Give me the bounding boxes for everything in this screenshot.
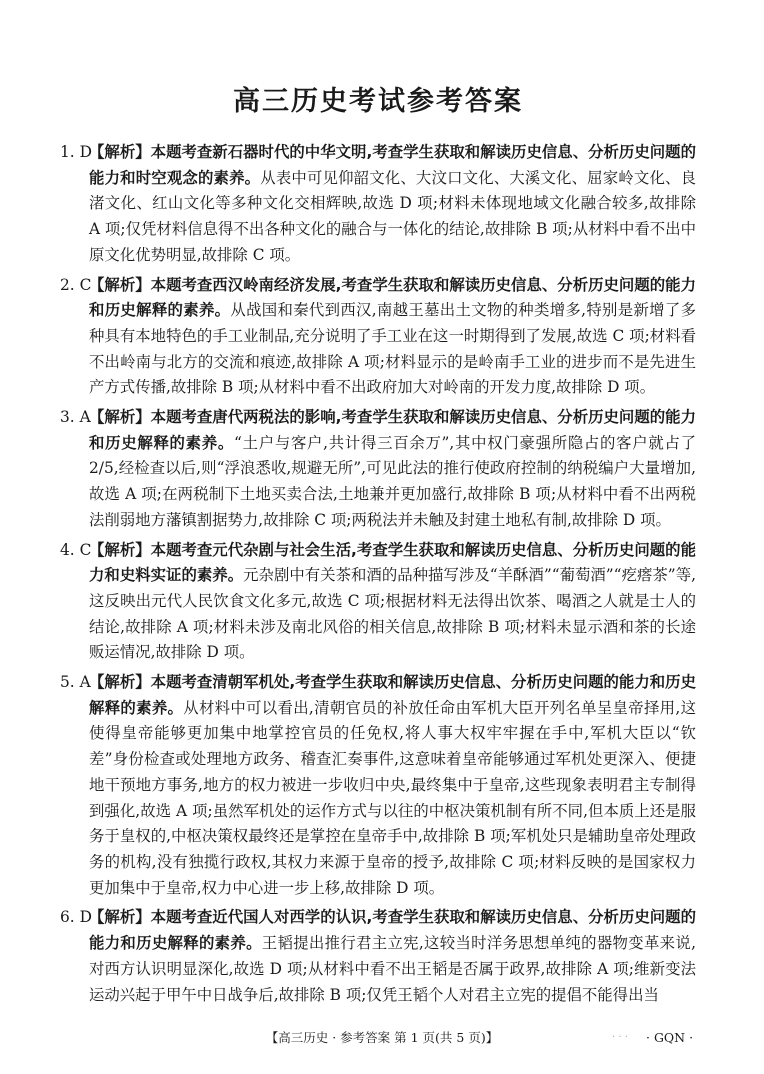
answer-number: 5. A — [60, 673, 91, 692]
analysis-intro: 本题考查近代国人对西学的认识,考查学生获取和解读历史信息、分析历史问题的能力和历史解释的素养。 — [89, 908, 696, 953]
analysis-tag: 【解析】 — [89, 540, 151, 559]
answer-item-2 — [60, 273, 696, 402]
answer-number: 6. D — [60, 908, 92, 927]
analysis-tag: 【解析】 — [89, 908, 151, 927]
answer-item-5 — [60, 670, 696, 901]
analysis-tag: 【解析】 — [89, 143, 151, 161]
analysis-tag: 【解析】 — [89, 275, 151, 294]
analysis-tag: 【解析】 — [89, 673, 151, 692]
footer-code: · GQN · — [646, 1030, 694, 1045]
analysis-intro: 本题考查唐代两税法的影响,考查学生获取和解读历史信息、分析历史问题的能力和历史解释的素养。 — [89, 408, 696, 452]
answer-item-6 — [60, 905, 696, 1008]
analysis-body: 王韬提出推行君主立宪,这较当时洋务思想单纯的器物变革来说,对西方认识明显深化,故选 D 项;从材料中看不出王韬是否属于政界,故排除 A 项;维新变法运动兴起于甲午中日战争后,故排除 B 项;仅凭王韬个人对君主立宪的提倡不能得出当 — [89, 934, 696, 1004]
analysis-body: 从材料中可以看出,清朝官员的补放任命由军机大臣开列名单呈皇帝择用,这使得皇帝能够更加集中地掌控官员的任免权,将人事大权牢牢握在手中,军机大臣以“钦差”身份检查或处理地方政务、稽查汇奏事件,这意味着皇帝能够通过军机处更深入、便捷地干预地方事务,地方的权力被进一步收归中央,最终集中于皇帝,这些现象表明君主专制得到强化,故选 A 项;虽然军机处的运作方式与以往的中枢决策机制有所不同,但本质上还是服务于皇权的,中枢决策权最终还是掌控在皇帝手中,故排除 B 项;军机处只是辅助皇帝处理政务的机构,没有独揽行政权,其权力来源于皇帝的授予,故排除 C 项;材料反映的是国家权力更加集中于皇帝,权力中心进一步上移,故排除 D 项。 — [89, 698, 696, 897]
footer-mark: · · · — [612, 1032, 628, 1043]
answer-number: 1. D — [60, 143, 92, 161]
analysis-body: 元杂剧中有关茶和酒的品种描写涉及“羊酥酒”“葡萄酒”“疙瘩茶”等,这反映出元代人民饮食文化多元,故选 C 项;根据材料无法得出饮茶、喝酒之人就是士人的结论,故排除 A 项;材料未涉及南北风俗的相关信息,故排除 B 项;材料未显示酒和茶的长途贩运情况,故排除 D 项。 — [89, 566, 696, 662]
answer-item-1 — [60, 140, 696, 269]
analysis-body: 从表中可见仰韶文化、大汶口文化、大溪文化、屈家岭文化、良渚文化、红山文化等多种文化交相辉映,故选 D 项;材料未体现地域文化融合较多,故排除 A 项;仅凭材料信息得不出各种文化的融合与一体化的结论,故排除 B 项;从材料中看不出中原文化优势明显,故排除 C 项。 — [89, 168, 696, 264]
analysis-tag: 【解析】 — [89, 408, 151, 427]
page-title: 高三历史考试参考答案 — [233, 86, 523, 117]
answer-number: 2. C — [60, 275, 92, 294]
analysis-body: 从战国和秦代到西汉,南越王墓出土文物的种类增多,特别是新增了多种具有本地特色的手工业制品,充分说明了手工业在这一时期得到了发展,故选 C 项;材料看不出岭南与北方的交流和痕迹,故排除 A 项;材料显示的是岭南手工业的进步而不是先进生产方式传播,故排除 B 项;从材料中看不出政府加大对岭南的开发力度,故排除 D 项。 — [89, 301, 696, 397]
answer-item-4 — [60, 538, 696, 667]
analysis-body: “土户与客户,共计得三百余万”,其中权门豪强所隐占的客户就占了 2/5,经检查以后,则“浮浪悉收,规避无所”,可见此法的推行使政府控制的纳税编户大量增加,故选 A 项;在两税制下土地买卖合法,土地兼并更加盛行,故排除 B 项;从材料中看不出两税法削弱地方藩镇割据势力,故排除 C 项;两税法并未触及封建土地私有制,故排除 D 项。 — [89, 433, 696, 529]
answer-item-3 — [60, 405, 696, 534]
footer-page-info: 【高三历史 · 参考答案 第 1 页(共 5 页)】 — [265, 1030, 499, 1045]
answer-number: 4. C — [60, 540, 92, 559]
answer-number: 3. A — [60, 408, 91, 427]
analysis-intro: 本题考查清朝军机处,考查学生获取和解读历史信息、分析历史问题的能力和历史解释的素养。 — [89, 673, 696, 717]
analysis-intro: 本题考查元代杂剧与社会生活,考查学生获取和解读历史信息、分析历史问题的能力和史料实证的素养。 — [89, 540, 696, 585]
answer-list — [60, 140, 696, 1008]
analysis-intro: 本题考查新石器时代的中华文明,考查学生获取和解读历史信息、分析历史问题的能力和时空观念的素养。 — [89, 143, 696, 187]
analysis-intro: 本题考查西汉岭南经济发展,考查学生获取和解读历史信息、分析历史问题的能力和历史解释的素养。 — [89, 275, 696, 320]
